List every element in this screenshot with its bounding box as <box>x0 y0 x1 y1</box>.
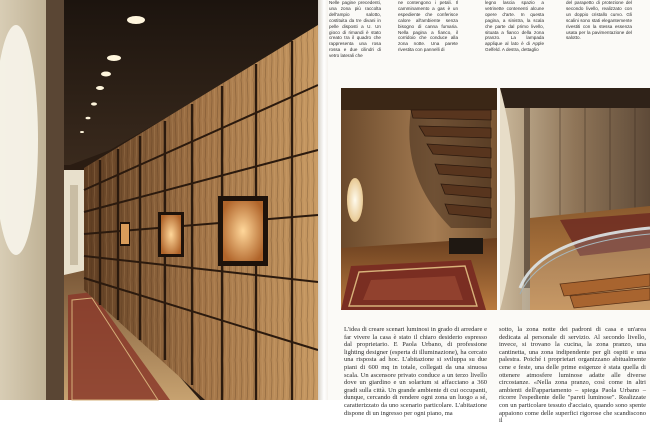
article-column-1 <box>344 326 487 417</box>
right-page <box>328 0 650 425</box>
caption-column-2 <box>398 0 458 53</box>
staircase-photo <box>341 88 497 310</box>
caption-column-3 <box>485 0 544 53</box>
caption-column-1 <box>329 0 381 59</box>
caption-text-4: del parapetto di protezione del secondo livello, realizzato con un doppio cristallo curvo. Gli scalini sono stati elegantemente rivestiti con la stessa essenza usata per la pavimentazione del salotto. <box>566 0 632 41</box>
article-text-2: sotto, la zona notte dei padroni di casa e un'area dedicata al personale di servizio. Al secondo livello, invece, si trovano la cucina, la zona pranzo, una cantinetta, una zona indipendente per gli ospiti e una palestra. Poiché i proprietari organizzano abitualmente cene e feste, una delle prime esigenze è stata quella di ottenere atmosfere luminose adatte alle diverse circostanze. «Nella zona pranzo, così come in altri ambienti dell'appartamento – spiega Paola Urbano – ricorre l'espediente delle "pareti luminose". Realizzate con un particolare tessuto d'acciaio, quando sono spente appaiono come delle superfici rigorose che scandiscono il <box>499 326 646 425</box>
caption-text-3: legno lascia spazio a vetrinette contenenti alcune opere d'arte. In questa pagina, a sinistra, la scala che parte dal primo livello, situata a fianco della zona pranzo. La lampada applique al lato è di Apple Gelfeld. A destra, dettaglio <box>485 0 544 53</box>
article-column-2 <box>499 326 646 425</box>
railing-room-photo <box>500 88 650 310</box>
caption-text-2: ne contengono i petali. Il camminamento a gas è un espediente che conferisce calore all'ambiente senza bisogno di canna fumaria. Nella pagina a fianco, il corridoio che conduce alla zona notte. Una parete rivestita con pannelli di <box>398 0 458 53</box>
caption-column-4 <box>566 0 632 41</box>
caption-text-1: Nelle pagine precedenti, una zona più raccolta dell'ampio salotto, costituita da tre divani in pelle disposti a U. Un gioco di rimandi è stato creato tra il quadro che rappresenta una rosa rossa e due cilindri di vetro laterali che <box>329 0 381 59</box>
article-text-1: L'idea di creare scenari luminosi in grado di arredare e far vivere la casa è stato il chiaro desiderio espresso dal proprietario. E Paola Urbano, di professione lighting designer (esperta di illuminazione), ha cercato una risposta ad hoc. L'abitazione si sviluppa su due piani di 600 mq in totale, collegati da una sinuosa scala. Un ascensore privato conduce a un terzo livello dove un giardino e un solarium si affacciano a 360 gradi sulla città. Un grande ambiente di cui occupanti, dunque, cercando di rendere ogni zona un luogo a sé, caratterizzato da uno scenario particolare. L'abitazione dispone di un ingresso per ogni piano, ma <box>344 326 487 417</box>
corridor-photo <box>0 0 318 400</box>
page-gutter <box>318 0 328 400</box>
